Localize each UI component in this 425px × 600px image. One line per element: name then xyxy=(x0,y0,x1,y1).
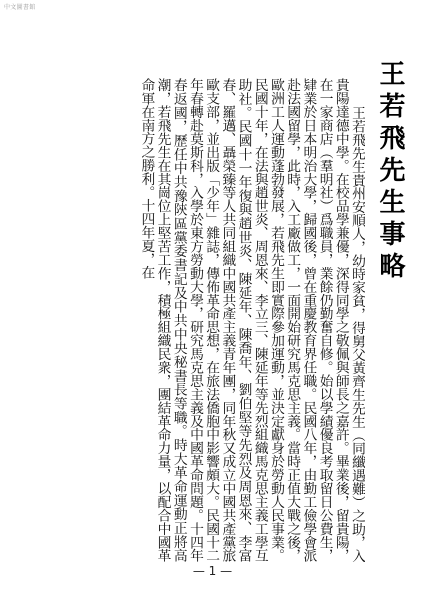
page-number: — 1 — xyxy=(192,564,233,578)
library-watermark: 中文圖書館 xyxy=(4,4,36,11)
body-text xyxy=(34,78,365,562)
body-paragraph: 王若飛先生貴州安順人，幼時家貧，得舅父黃齊生先生（同纖遇難）之助，入貴陽達德中學。在校品學兼優，深得同學之敬佩與師長之嘉許。畢業後，留貴陽，在一家商店（羣明社）爲職員，業餘仍勤奮自修。始以學績優良考取留日公費生，肄業於日本明治大學，歸國後，曾在重慶教育界任職。民國八年，由勤工儉學會派赴法國留學，此時，入工廠做工，一面開始研究馬克思主義。當時正值大戰之後，歐洲工人運動蓬勃發展，若飛先生即實際參加運動，並決定獻身於勞動人民事業。民國十年，在法與趙世炎、周恩來、李立三、陳延年等先烈組織馬克思主義工學互助社。民國十一年復與趙世炎、陳延年、陳喬年、劉伯堅等先烈及周恩來、李富春、羅邁、聶榮臻等人共同組織中國共產主義青年團，同年秋又成立中國共產黨旅歐支部，並出版「少年」雜誌，傳佈革命思想，在旅法僑胞中影響頗大。民國十二年春轉赴莫斯科，入學於東方勞動大學，研究馬克思主義及中國革命問題。十四年春返國，歷任中共豫陝區黨委書記及中共中央秘書長等職。時大革命運動正將高潮，若飛先生在其崗位上堅苦工作，積極組織民衆，團結革命力量，以配合中國革命軍在南方之勝利。十四年夏，在 xyxy=(138,78,365,562)
page-title: 王若飛先生事略 xyxy=(375,60,405,284)
